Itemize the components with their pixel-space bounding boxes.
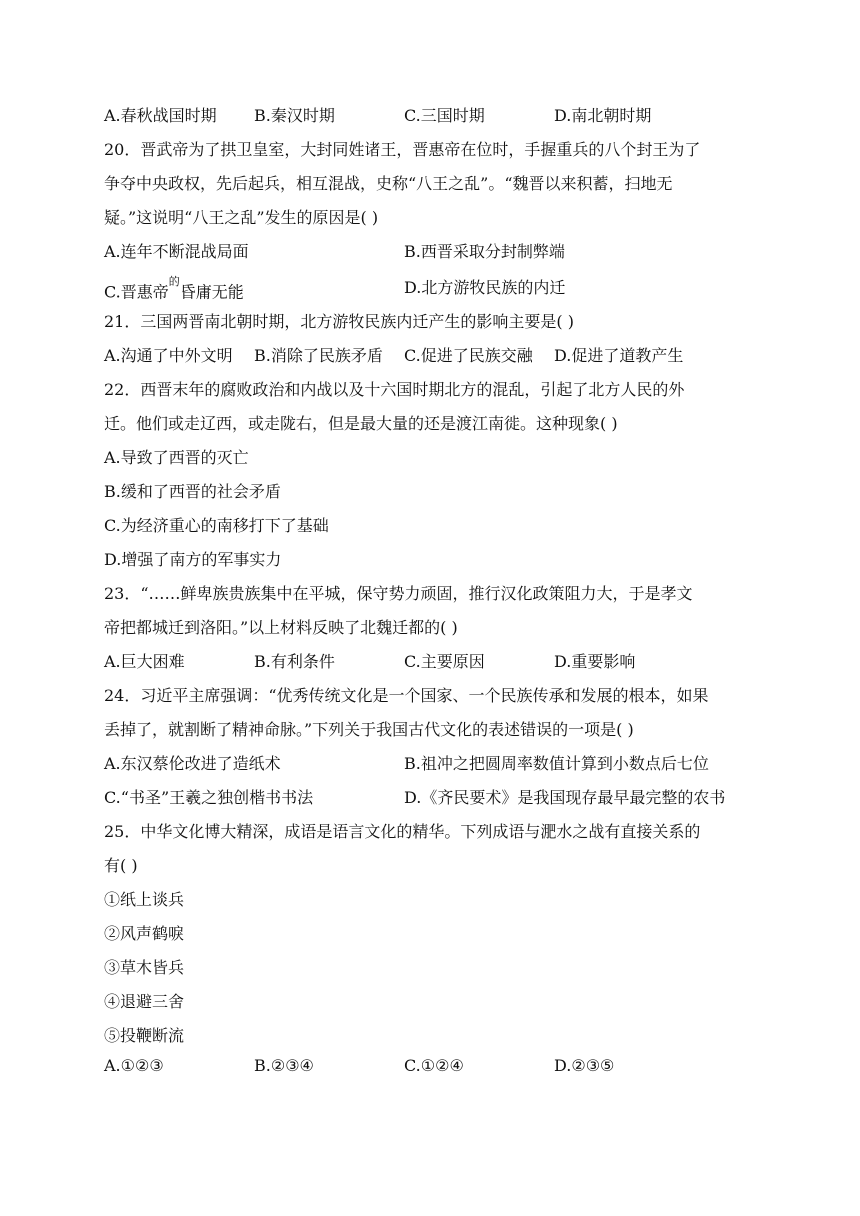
q23-option-d: D.重要影响 bbox=[554, 652, 636, 671]
q20-option-d: D.北方游牧民族的内迁 bbox=[404, 278, 566, 297]
q22-option-b: B.缓和了西晋的社会矛盾 bbox=[104, 482, 281, 501]
q21-option-d: D.促进了道教产生 bbox=[554, 346, 684, 365]
q19-option-c: C.三国时期 bbox=[404, 106, 485, 125]
q24-option-d: D.《齐民要术》是我国现存最早最完整的农书 bbox=[404, 788, 726, 807]
q25-option-d: D.②③⑤ bbox=[554, 1056, 615, 1075]
q23-stem-line-1: 23．“……鲜卑族贵族集中在平城，保守势力顽固，推行汉化政策阻力大，于是孝文 bbox=[104, 584, 693, 603]
q25-item-2: ②风声鹤唳 bbox=[104, 924, 185, 943]
q25-item-3: ③草木皆兵 bbox=[104, 958, 185, 977]
q24-stem-line-2: 丢掉了，就割断了精神命脉。”下列关于我国古代文化的表述错误的一项是( ) bbox=[104, 720, 634, 739]
q23-option-c: C.主要原因 bbox=[404, 652, 485, 671]
q20-option-c-suffix: 昏庸无能 bbox=[179, 282, 244, 302]
q20-option-c bbox=[104, 277, 244, 303]
q24-option-a: A.东汉蔡伦改进了造纸术 bbox=[104, 754, 281, 773]
q22-option-c: C.为经济重心的南移打下了基础 bbox=[104, 516, 329, 535]
q20-stem-line-2: 争夺中央政权，先后起兵，相互混战，史称“八王之乱”。“魏晋以来积蓄，扫地无 bbox=[104, 174, 673, 193]
q22-option-d: D.增强了南方的军事实力 bbox=[104, 550, 282, 569]
q19-options bbox=[104, 105, 764, 127]
q22-stem-line-1: 22．西晋末年的腐败政治和内战以及十六国时期北方的混乱，引起了北方人民的外 bbox=[104, 380, 685, 399]
q21-options bbox=[104, 345, 764, 367]
q25-option-c: C.①②④ bbox=[404, 1056, 464, 1075]
q20-options-row-1 bbox=[104, 241, 764, 263]
q24-options-row-1 bbox=[104, 753, 764, 775]
q25-stem-line-2: 有( ) bbox=[104, 856, 138, 875]
q25-options bbox=[104, 1055, 764, 1077]
q24-option-c: C.“书圣”王羲之独创楷书书法 bbox=[104, 788, 314, 807]
q19-option-b: B.秦汉时期 bbox=[254, 106, 335, 125]
q24-option-b: B.祖冲之把圆周率数值计算到小数点后七位 bbox=[404, 754, 709, 773]
q19-option-a: A.春秋战国时期 bbox=[104, 106, 217, 125]
q23-options bbox=[104, 651, 764, 673]
q20-option-c-prefix: C.晋惠帝 bbox=[104, 282, 169, 302]
q21-option-b: B.消除了民族矛盾 bbox=[254, 346, 383, 365]
q23-option-b: B.有利条件 bbox=[254, 652, 335, 671]
q20-stem-line-1: 20．晋武帝为了拱卫皇室，大封同姓诸王，晋惠帝在位时，手握重兵的八个封王为了 bbox=[104, 140, 701, 159]
q23-stem-line-2: 帝把都城迁到洛阳。”以上材料反映了北魏迁都的( ) bbox=[104, 618, 458, 637]
q25-item-5: ⑤投鞭断流 bbox=[104, 1026, 185, 1045]
q25-stem-line-1: 25．中华文化博大精深，成语是语言文化的精华。下列成语与淝水之战有直接关系的 bbox=[104, 822, 701, 841]
q25-item-4: ④退避三舍 bbox=[104, 992, 185, 1011]
q20-option-b: B.西晋采取分封制弊端 bbox=[404, 242, 565, 261]
q21-option-c: C.促进了民族交融 bbox=[404, 346, 533, 365]
q20-options-row-2 bbox=[104, 275, 764, 302]
q21-option-a: A.沟通了中外文明 bbox=[104, 346, 233, 365]
q24-stem-line-1: 24．习近平主席强调：“优秀传统文化是一个国家、一个民族传承和发展的根本，如果 bbox=[104, 686, 709, 705]
q24-options-row-2 bbox=[104, 787, 764, 809]
q25-option-b: B.②③④ bbox=[254, 1056, 314, 1075]
q22-option-a: A.导致了西晋的灭亡 bbox=[104, 448, 249, 467]
q21-stem: 21．三国两晋南北朝时期，北方游牧民族内迁产生的影响主要是( ) bbox=[104, 312, 574, 331]
q23-option-a: A.巨大困难 bbox=[104, 652, 185, 671]
q20-option-a: A.连年不断混战局面 bbox=[104, 242, 249, 261]
q25-option-a: A.①②③ bbox=[104, 1056, 164, 1075]
q22-stem-line-2: 迁。他们或走辽西，或走陇右，但是最大量的还是渡江南徙。这种现象( ) bbox=[104, 414, 618, 433]
q19-option-d: D.南北朝时期 bbox=[554, 106, 652, 125]
q20-option-c-superscript: 的 bbox=[168, 275, 180, 288]
q20-stem-line-3: 疑。”这说明“八王之乱”发生的原因是( ) bbox=[104, 208, 379, 227]
q25-item-1: ①纸上谈兵 bbox=[104, 890, 185, 909]
